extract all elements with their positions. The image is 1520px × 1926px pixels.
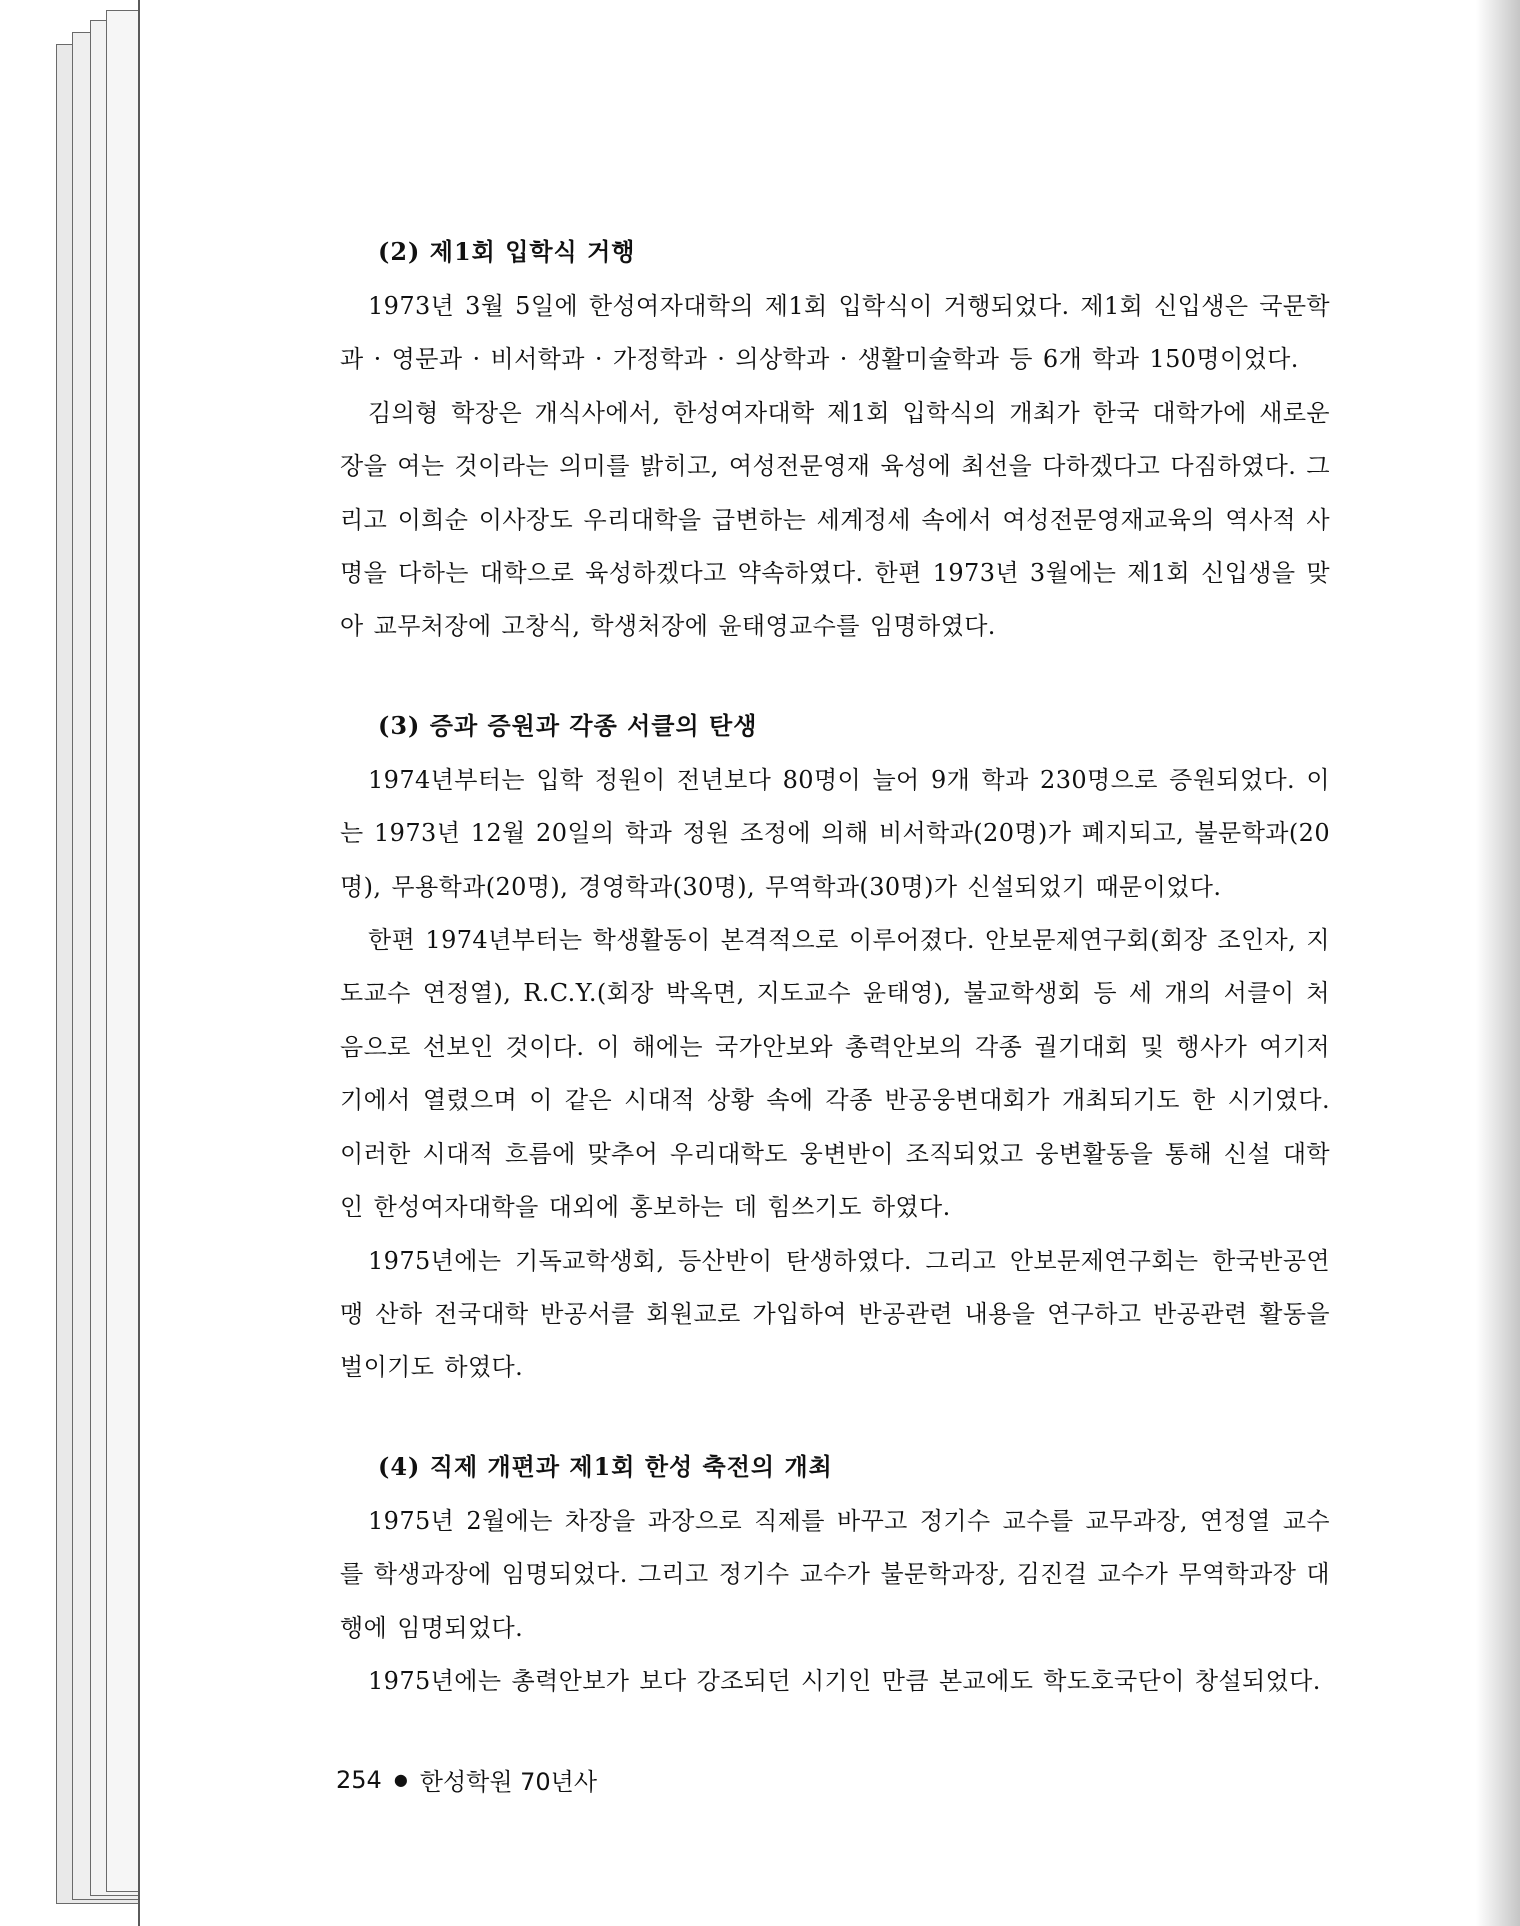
section-title: (3) 증과 증원과 각종 서클의 탄생 bbox=[378, 710, 758, 740]
bullet-icon: ● bbox=[393, 1770, 408, 1789]
paragraph: 한편 1974년부터는 학생활동이 본격적으로 이루어졌다. 안보문제연구회(회장 조인자, 지도교수 연정열), R.C.Y.(회장 박옥면, 지도교수 윤태영), 불교학생회 등 세 개의 서클이 처음으로 선보인 것이다. 이 해에는 국가안보와 총력안보의 각종 궐기대회 및 행사가 여기저기에서 열렸으며 이 같은 시대적 상황 속에 각종 반공웅변대회가 개최되기도 한 시기였다. 이러한 시대적 흐름에 맞추어 우리대학도 웅변반이 조직되었고 웅변활동을 통해 신설 대학인 한성여자대학을 대외에 홍보하는 데 힘쓰기도 하였다. bbox=[340, 926, 1330, 1222]
page-footer bbox=[336, 1762, 597, 1797]
section-entrance-ceremony bbox=[340, 232, 1330, 654]
section-title: (2) 제1회 입학식 거행 bbox=[378, 237, 636, 266]
book-title: 한성학원 70년사 bbox=[419, 1768, 598, 1796]
paragraph: 1975년에는 총력안보가 보다 강조되던 시기인 만큼 본교에도 학도호국단이 창설되었다. bbox=[368, 1666, 1321, 1695]
page-gutter-shadow bbox=[1476, 0, 1520, 1926]
section-reorganization-festival bbox=[340, 1447, 1330, 1709]
paragraph: 1973년 3월 5일에 한성여자대학의 제1회 입학식이 거행되었다. 제1회 신입생은 국문학과 · 영문과 · 비서학과 · 가정학과 · 의상학과 · 생활미술학과 등 6개 학과 150명이었다. bbox=[340, 292, 1330, 374]
paragraph: 김의형 학장은 개식사에서, 한성여자대학 제1회 입학식의 개최가 한국 대학가에 새로운 장을 여는 것이라는 의미를 밝히고, 여성전문영재 육성에 최선을 다하겠다고 다짐하였다. 그리고 이희순 이사장도 우리대학을 급변하는 세계정세 속에서 여성전문영재교육의 역사적 사명을 다하는 대학으로 육성하겠다고 약속하였다. 한편 1973년 3월에는 제1회 신입생을 맞아 교무처장에 고창식, 학생처장에 윤태영교수를 임명하였다. bbox=[340, 398, 1330, 641]
section-title: (4) 직제 개편과 제1회 한성 축전의 개최 bbox=[378, 1451, 833, 1481]
page-number: 254 bbox=[336, 1765, 382, 1794]
paragraph: 1975년에는 기독교학생회, 등산반이 탄생하였다. 그리고 안보문제연구회는 한국반공연맹 산하 전국대학 반공서클 회원교로 가입하여 반공관련 내용을 연구하고 반공관련 활동을 벌이기도 하였다. bbox=[340, 1246, 1330, 1382]
section-expansion-clubs bbox=[340, 706, 1330, 1395]
paragraph: 1974년부터는 입학 정원이 전년보다 80명이 늘어 9개 학과 230명으로 증원되었다. 이는 1973년 12월 20일의 학과 정원 조정에 의해 비서학과(20명)가 폐지되고, 불문학과(20명), 무용학과(20명), 경영학과(30명), 무역학과(30명)가 신설되었기 때문이었다. bbox=[340, 765, 1330, 901]
page-content bbox=[340, 232, 1330, 1760]
paragraph: 1975년 2월에는 차장을 과장으로 직제를 바꾸고 정기수 교수를 교무과장, 연정열 교수를 학생과장에 임명되었다. 그리고 정기수 교수가 불문학과장, 김진걸 교수가 무역학과장 대행에 임명되었다. bbox=[340, 1506, 1330, 1642]
